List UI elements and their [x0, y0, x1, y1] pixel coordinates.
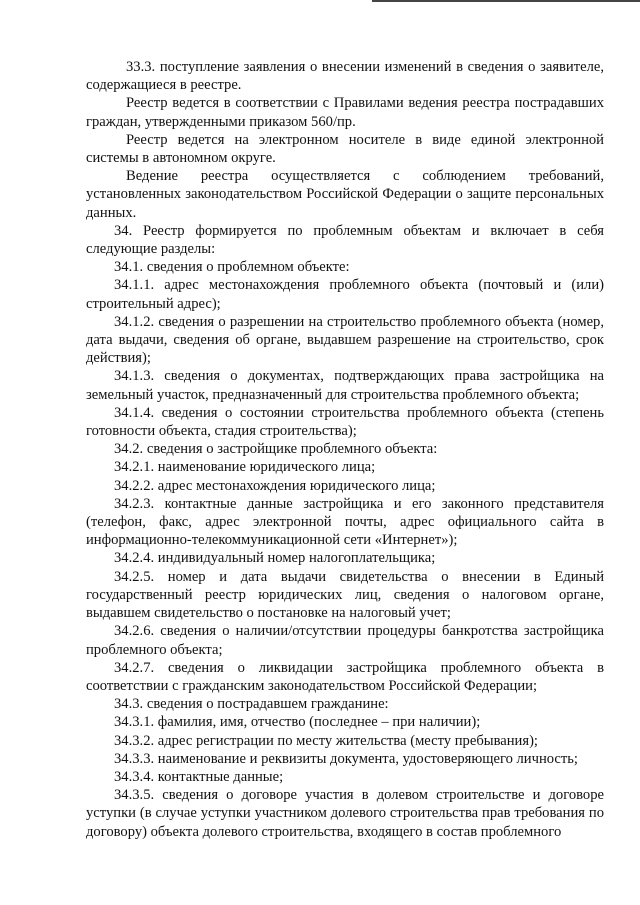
- paragraph-34-1-3: 34.1.3. сведения о документах, подтверждающих права застройщика на земельный участок, предназначенный для строительства проблемного объекта;: [86, 368, 604, 403]
- document-page: [86, 58, 604, 841]
- paragraph-34-2-5: 34.2.5. номер и дата выдачи свидетельства о внесении в Единый государственный реестр юридических лиц, сведения о налоговом органе, выдавшем свидетельство о постановке на налоговый учет;: [86, 568, 604, 622]
- top-rule: [372, 0, 640, 2]
- paragraph-34-2-2: 34.2.2. адрес местонахождения юридического лица;: [114, 477, 436, 494]
- paragraph-34-2-4: 34.2.4. индивидуальный номер налогоплательщика;: [114, 550, 436, 567]
- paragraph-33-3: 33.3. поступление заявления о внесении изменений в сведения о заявителе, содержащиеся в реестре.: [86, 59, 604, 94]
- paragraph-34-1-4: 34.1.4. сведения о состоянии строительства проблемного объекта (степень готовности объекта, стадия строительства);: [86, 404, 604, 440]
- paragraph-34-2-7: 34.2.7. сведения о ликвидации застройщика проблемного объекта в соответствии с гражданским законодательством Российской Федерации;: [86, 659, 604, 694]
- paragraph-34-3-3: 34.3.3. наименование и реквизиты документа, удостоверяющего личность;: [114, 750, 578, 767]
- paragraph-34-1-1: 34.1.1. адрес местонахождения проблемного объекта (почтовый и (или) строительный адрес);: [86, 277, 604, 312]
- paragraph-34-2-6: 34.2.6. сведения о наличии/отсутствии процедуры банкротства застройщика проблемного объекта;: [86, 623, 604, 658]
- paragraph-34-3-4: 34.3.4. контактные данные;: [114, 768, 284, 785]
- paragraph-34-3-5: 34.3.5. сведения о договоре участия в долевом строительстве и договоре уступки (в случае уступки участником долевого строительства прав требования по договору) объекта долевого строительства, входящего в состав проблемного: [86, 787, 604, 840]
- paragraph-34-3: 34.3. сведения о пострадавшем гражданине:: [114, 696, 389, 713]
- paragraph-34-1-2: 34.1.2. сведения о разрешении на строительство проблемного объекта (номер, дата выдачи, сведения об органе, выдавшем разрешение на строительство, срок действия);: [86, 313, 604, 367]
- paragraph-34-3-1: 34.3.1. фамилия, имя, отчество (последнее – при наличии);: [114, 714, 481, 731]
- paragraph-34-2-1: 34.2.1. наименование юридического лица;: [114, 459, 376, 476]
- paragraph-34-3-2: 34.3.2. адрес регистрации по месту жительства (месту пребывания);: [114, 732, 538, 749]
- paragraph-34-1: 34.1. сведения о проблемном объекте:: [114, 259, 350, 276]
- paragraph-34: 34. Реестр формируется по проблемным объектам и включает в себя следующие разделы:: [86, 222, 604, 258]
- paragraph-34-2: 34.2. сведения о застройщике проблемного объекта:: [114, 441, 438, 458]
- paragraph-registry-medium: Реестр ведется на электронном носителе в виде единой электронной системы в автономном округе.: [86, 131, 604, 167]
- paragraph-34-2-3: 34.2.3. контактные данные застройщика и его законного представителя (телефон, факс, адрес электронной почты, адрес официального сайта в информационно-телекоммуникационной сети «Интернет»);: [86, 495, 604, 549]
- paragraph-registry-rules: Реестр ведется в соответствии с Правилами ведения реестра пострадавших граждан, утвержденными приказом 560/пр.: [86, 95, 604, 130]
- paragraph-registry-personal-data: Ведение реестра осуществляется с соблюдением требований, установленных законодательством Российской Федерации о защите персональных данных.: [86, 168, 604, 221]
